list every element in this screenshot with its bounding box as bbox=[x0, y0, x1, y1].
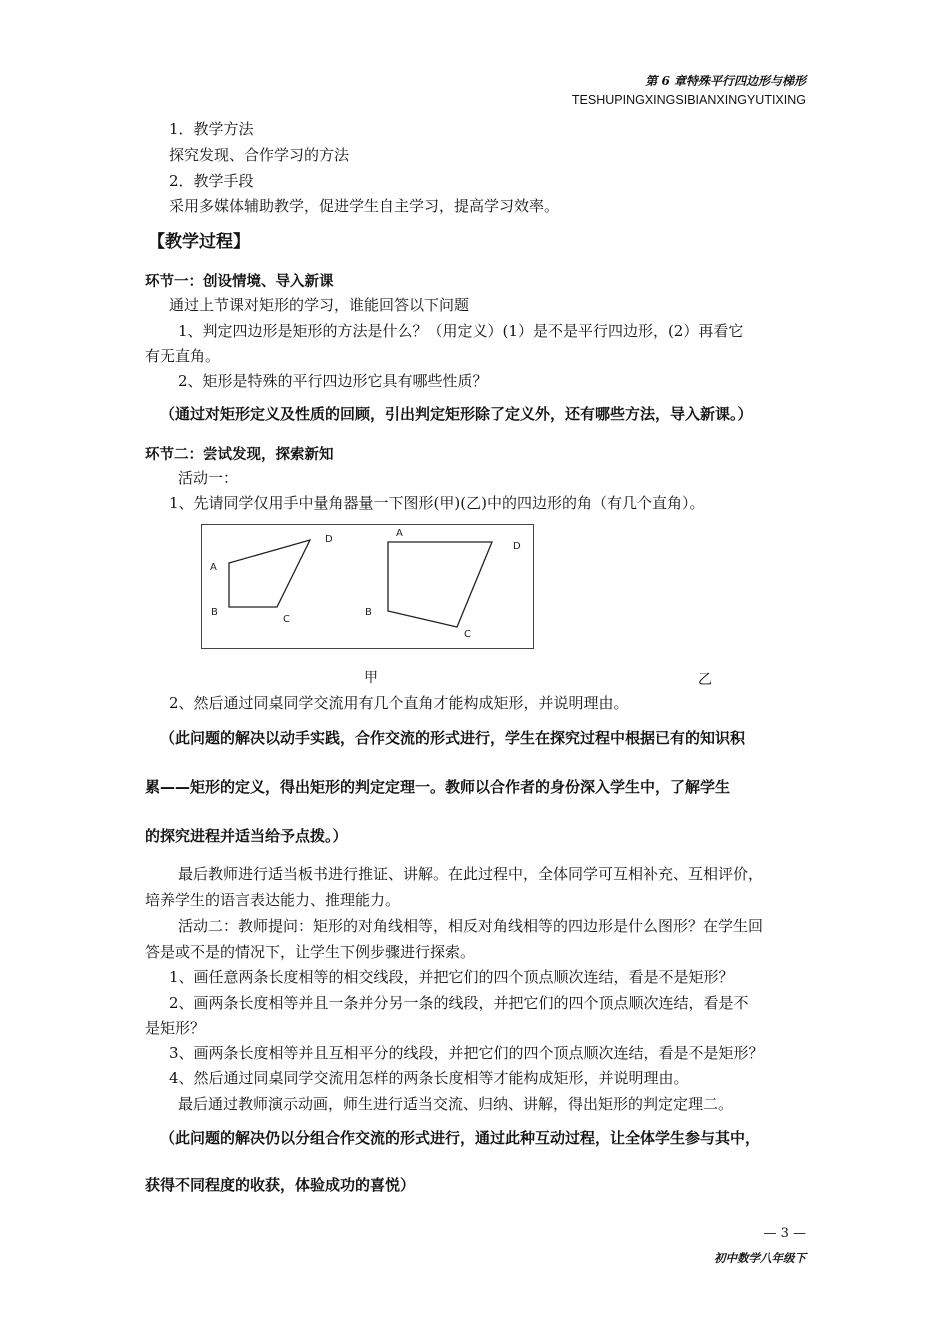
page-number: — 3 — bbox=[763, 1226, 806, 1241]
note1-line1: （此问题的解决以动手实践，合作交流的形式进行，学生在探究过程中根据已有的知识积 bbox=[160, 729, 746, 747]
label-jia-d: D bbox=[325, 534, 333, 545]
activity2-step1: 1、画任意两条长度相等的相交线段，并把它们的四个顶点顺次连结，看是不是矩形？ bbox=[169, 968, 734, 986]
step1-note: （通过对矩形定义及性质的回顾，引出判定矩形除了定义外，还有哪些方法，导入新课。） bbox=[160, 405, 753, 423]
activity2-step3: 3、画两条长度相等并且互相平分的线段，并把它们的四个顶点顺次连结，看是不是矩形？ bbox=[169, 1044, 764, 1062]
caption-jia: 甲 bbox=[364, 670, 378, 686]
para2: 最后通过教师演示动画，师生进行适当交流、归纳、讲解，得出矩形的判定定理二。 bbox=[178, 1095, 734, 1113]
step1-q2: 2、矩形是特殊的平行四边形它具有哪些性质？ bbox=[178, 372, 488, 390]
note1-line2: 累——矩形的定义，得出矩形的判定定理一。教师以合作者的身份深入学生中，了解学生 bbox=[145, 778, 731, 796]
activity2-line2: 答是或不是的情况下，让学生下例步骤进行探索。 bbox=[145, 943, 476, 961]
method-item2-title: 2．教学手段 bbox=[169, 172, 254, 190]
activity1-label: 活动一： bbox=[178, 469, 239, 487]
label-jia-b: B bbox=[211, 607, 218, 618]
activity2-step2-line2: 是矩形？ bbox=[145, 1019, 206, 1037]
book-title: 初中数学八年级下 bbox=[714, 1251, 806, 1265]
section-title: 【教学过程】 bbox=[148, 232, 250, 252]
caption-yi: 乙 bbox=[698, 672, 712, 688]
step1-intro: 通过上节课对矩形的学习，谁能回答以下问题 bbox=[169, 296, 470, 314]
label-yi-a: A bbox=[396, 528, 403, 539]
label-yi-d: D bbox=[513, 541, 521, 552]
step1-q1-line2: 有无直角。 bbox=[145, 347, 221, 365]
label-jia-a: A bbox=[210, 562, 217, 573]
label-jia-c: C bbox=[283, 614, 290, 625]
activity2-step4: 4、然后通过同桌同学交流用怎样的两条长度相等才能构成矩形，并说明理由。 bbox=[169, 1069, 689, 1087]
label-yi-b: B bbox=[365, 607, 372, 618]
quadrilateral-yi bbox=[388, 542, 492, 627]
method-item1-text: 探究发现、合作学习的方法 bbox=[169, 146, 350, 164]
quadrilateral-jia bbox=[229, 540, 310, 607]
method-item1-title: 1．教学方法 bbox=[169, 120, 254, 138]
step2-title: 环节二：尝试发现，探索新知 bbox=[145, 447, 334, 463]
step1-title: 环节一：创设情境、导入新课 bbox=[145, 274, 334, 290]
step1-q1-line1: 1、判定四边形是矩形的方法是什么？（用定义）(1）是不是平行四边形，(2）再看它 bbox=[178, 322, 744, 340]
activity2-line1: 活动二：教师提问：矩形的对角线相等，相反对角线相等的四边形是什么图形？在学生回 bbox=[178, 917, 764, 935]
activity2-step2-line1: 2、画两条长度相等并且一条并分另一条的线段，并把它们的四个顶点顺次连结，看是不 bbox=[169, 994, 749, 1012]
note2-line1: （此问题的解决仍以分组合作交流的形式进行，通过此种互动过程，让全体学生参与其中， bbox=[160, 1129, 761, 1147]
label-yi-c: C bbox=[464, 629, 471, 640]
quadrilateral-diagram bbox=[202, 525, 533, 648]
chapter-pinyin: TESHUPINGXINGSIBIANXINGYUTIXING bbox=[571, 93, 806, 107]
para1-line2: 培养学生的语言表达能力、推理能力。 bbox=[145, 891, 401, 909]
note1-line3: 的探究进程并适当给予点拨。） bbox=[145, 827, 348, 845]
activity1-q2: 2、然后通过同桌同学交流用有几个直角才能构成矩形，并说明理由。 bbox=[169, 694, 629, 712]
method-item2-text: 采用多媒体辅助教学，促进学生自主学习，提高学习效率。 bbox=[169, 197, 560, 215]
para1-line1: 最后教师进行适当板书进行推证、讲解。在此过程中，全体同学可互相补充、互相评价， bbox=[178, 865, 764, 883]
note2-line2: 获得不同程度的收获，体验成功的喜悦） bbox=[145, 1176, 416, 1194]
chapter-header: 第 6 章特殊平行四边形与梯形 bbox=[645, 74, 806, 88]
activity1-q1: 1、先请同学仅用手中量角器量一下图形(甲)(乙)中的四边形的角（有几个直角）。 bbox=[169, 494, 705, 512]
quadrilateral-figure bbox=[201, 524, 534, 649]
